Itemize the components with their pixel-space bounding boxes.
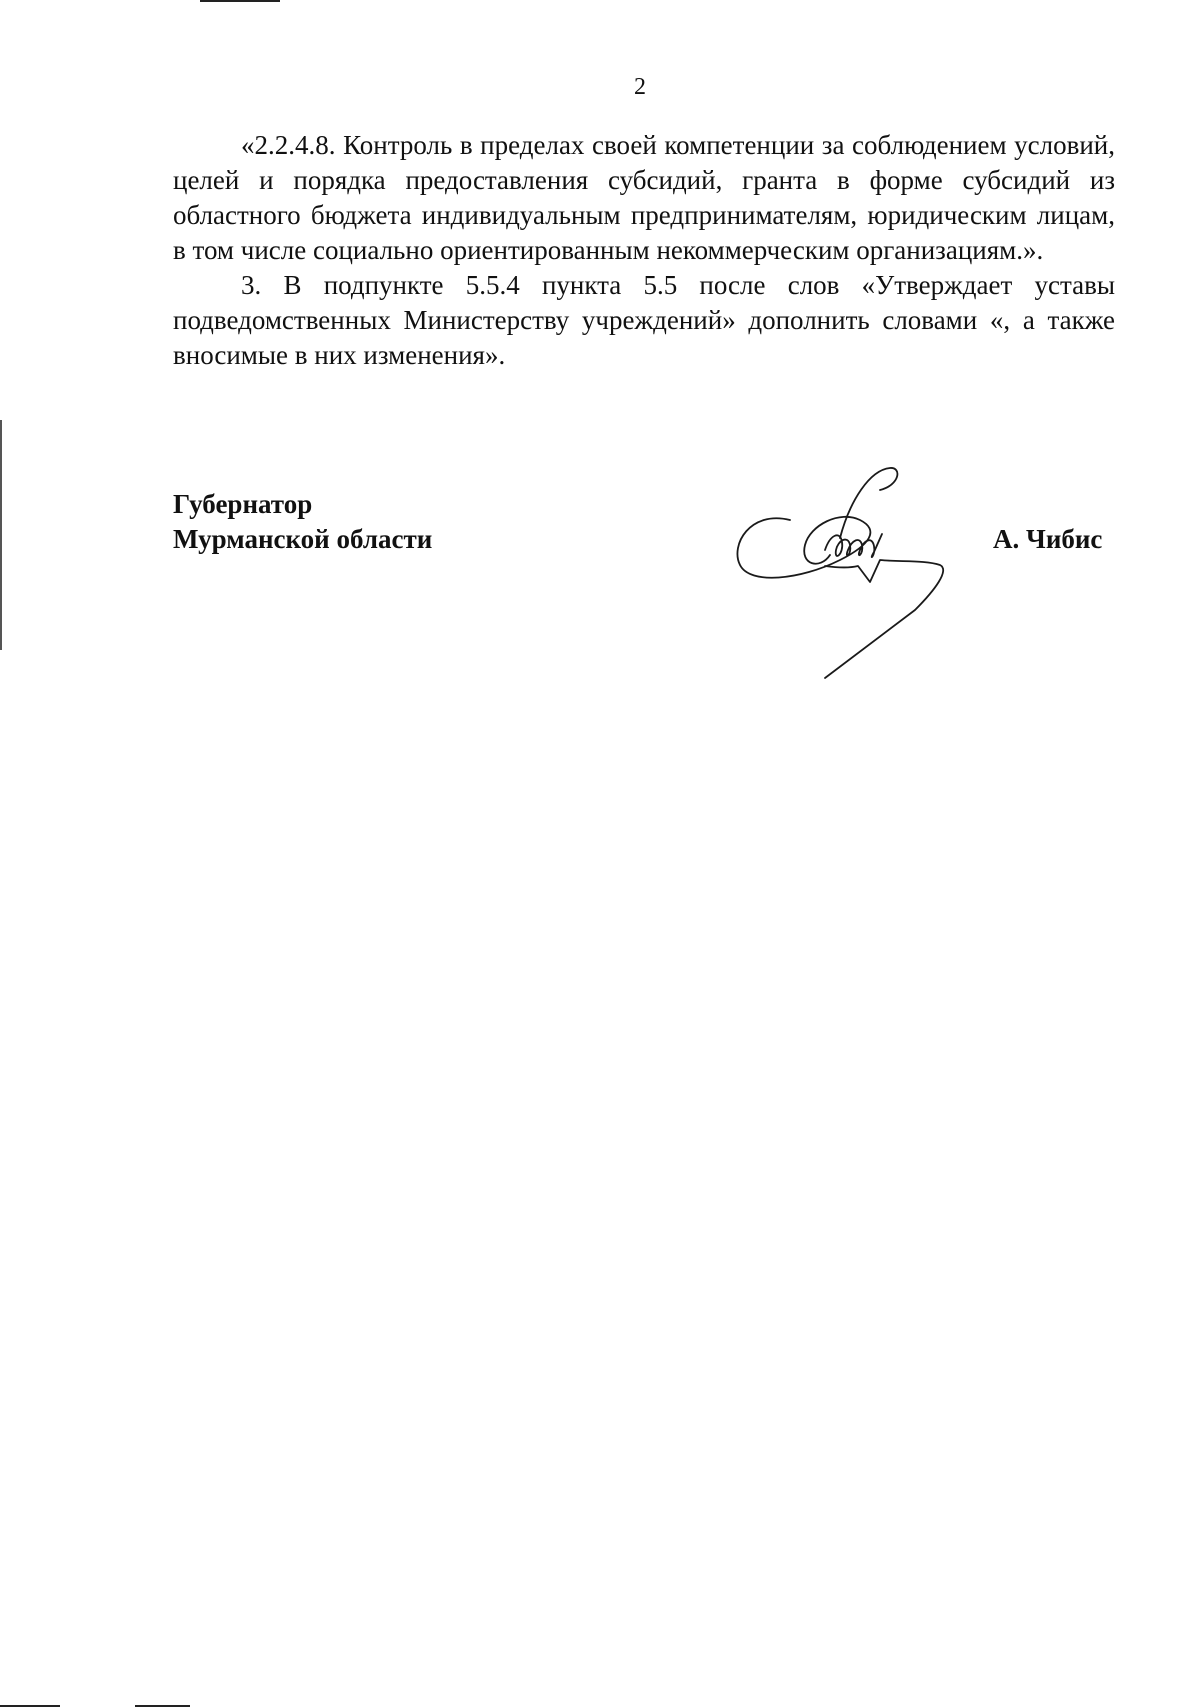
handwritten-signature — [730, 450, 990, 690]
signatory-title — [173, 487, 432, 557]
signer-name: А. Чибис — [993, 524, 1103, 554]
signatory-title-line-1: Губернатор — [173, 489, 313, 519]
scan-edge-mark-left — [0, 420, 2, 650]
document-body — [173, 128, 1115, 373]
signatory-title-line-2: Мурманской области — [173, 524, 433, 554]
paragraph-2-2-4-8: «2.2.4.8. Контроль в пределах своей компетенции за соблюдением условий, целей и порядка предоставления субсидий, гранта в форме субсидий из областного бюджета индивидуальным предпринимателям, юридическим лицам, в том числе социально ориентированным некоммерческим организациям.». — [173, 130, 1115, 265]
page-number: 2 — [634, 74, 646, 100]
paragraph-3: 3. В подпункте 5.5.4 пункта 5.5 после слов «Утверждает уставы подведомственных Министерству учреждений» дополнить словами «, а также вносимые в них изменения». — [173, 270, 1115, 370]
scan-edge-mark-top — [200, 0, 280, 2]
